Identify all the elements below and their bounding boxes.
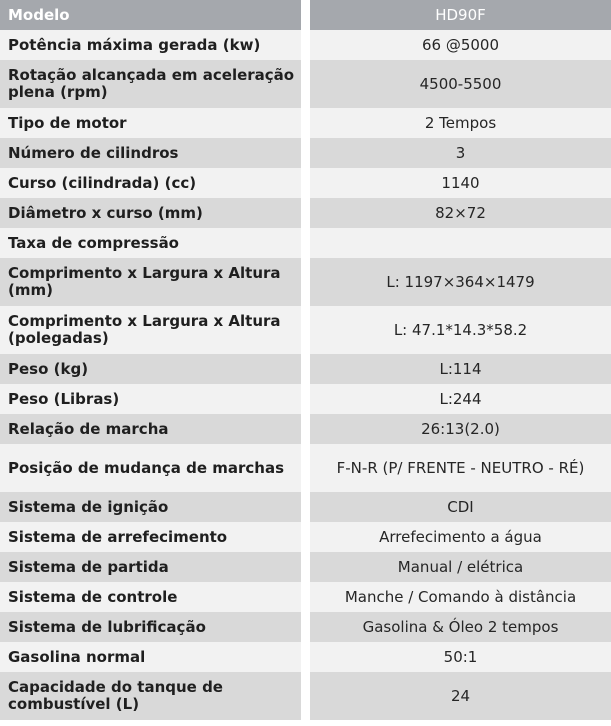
- table-row: [0, 108, 611, 138]
- row-value: F-N-R (P/ FRENTE - NEUTRO - RÉ): [310, 444, 611, 492]
- table-row: [0, 444, 611, 492]
- table-row: [0, 306, 611, 354]
- table-row: [0, 138, 611, 168]
- row-value: 82×72: [310, 198, 611, 228]
- row-value: Manche / Comando à distância: [310, 582, 611, 612]
- row-value: L: 47.1*14.3*58.2: [310, 306, 611, 354]
- row-label: Sistema de controle: [0, 582, 301, 612]
- table-row: [0, 612, 611, 642]
- row-value: Manual / elétrica: [310, 552, 611, 582]
- row-value: Gasolina & Óleo 2 tempos: [310, 612, 611, 642]
- row-label: Tipo de motor: [0, 108, 301, 138]
- row-value: 3: [310, 138, 611, 168]
- row-value: CDI: [310, 492, 611, 522]
- row-label: Número de cilindros: [0, 138, 301, 168]
- row-label: Peso (kg): [0, 354, 301, 384]
- header-label: Modelo: [0, 0, 301, 30]
- row-value: 4500-5500: [310, 60, 611, 108]
- row-label: Capacidade do tanque de combustível (L): [0, 672, 301, 720]
- table-row: [0, 414, 611, 444]
- row-label: Diâmetro x curso (mm): [0, 198, 301, 228]
- table-row: [0, 672, 611, 720]
- table-row: [0, 582, 611, 612]
- table-row: [0, 522, 611, 552]
- table-row: [0, 354, 611, 384]
- row-label: Rotação alcançada em aceleração plena (rpm): [0, 60, 301, 108]
- row-label: Taxa de compressão: [0, 228, 301, 258]
- row-label: Sistema de arrefecimento: [0, 522, 301, 552]
- row-label: Comprimento x Largura x Altura (polegadas): [0, 306, 301, 354]
- table-row: [0, 60, 611, 108]
- table-row: [0, 168, 611, 198]
- table-header-row: [0, 0, 611, 30]
- row-value: L:114: [310, 354, 611, 384]
- row-value: 2 Tempos: [310, 108, 611, 138]
- table-row: [0, 492, 611, 522]
- row-value: 24: [310, 672, 611, 720]
- row-label: Gasolina normal: [0, 642, 301, 672]
- table-row: [0, 552, 611, 582]
- table-row: [0, 228, 611, 258]
- row-value: 66 @5000: [310, 30, 611, 60]
- row-value: 26:13(2.0): [310, 414, 611, 444]
- row-value: [310, 228, 611, 258]
- row-value: L: 1197×364×1479: [310, 258, 611, 306]
- row-label: Relação de marcha: [0, 414, 301, 444]
- row-label: Sistema de lubrificação: [0, 612, 301, 642]
- table-row: [0, 30, 611, 60]
- row-value: L:244: [310, 384, 611, 414]
- row-value: Arrefecimento a água: [310, 522, 611, 552]
- row-value: 50:1: [310, 642, 611, 672]
- row-label: Posição de mudança de marchas: [0, 444, 301, 492]
- row-value: 1140: [310, 168, 611, 198]
- table-row: [0, 384, 611, 414]
- row-label: Potência máxima gerada (kw): [0, 30, 301, 60]
- header-value: HD90F: [310, 0, 611, 30]
- row-label: Sistema de ignição: [0, 492, 301, 522]
- row-label: Comprimento x Largura x Altura (mm): [0, 258, 301, 306]
- row-label: Curso (cilindrada) (cc): [0, 168, 301, 198]
- row-label: Sistema de partida: [0, 552, 301, 582]
- table-row: [0, 258, 611, 306]
- table-row: [0, 642, 611, 672]
- row-label: Peso (Libras): [0, 384, 301, 414]
- table-row: [0, 198, 611, 228]
